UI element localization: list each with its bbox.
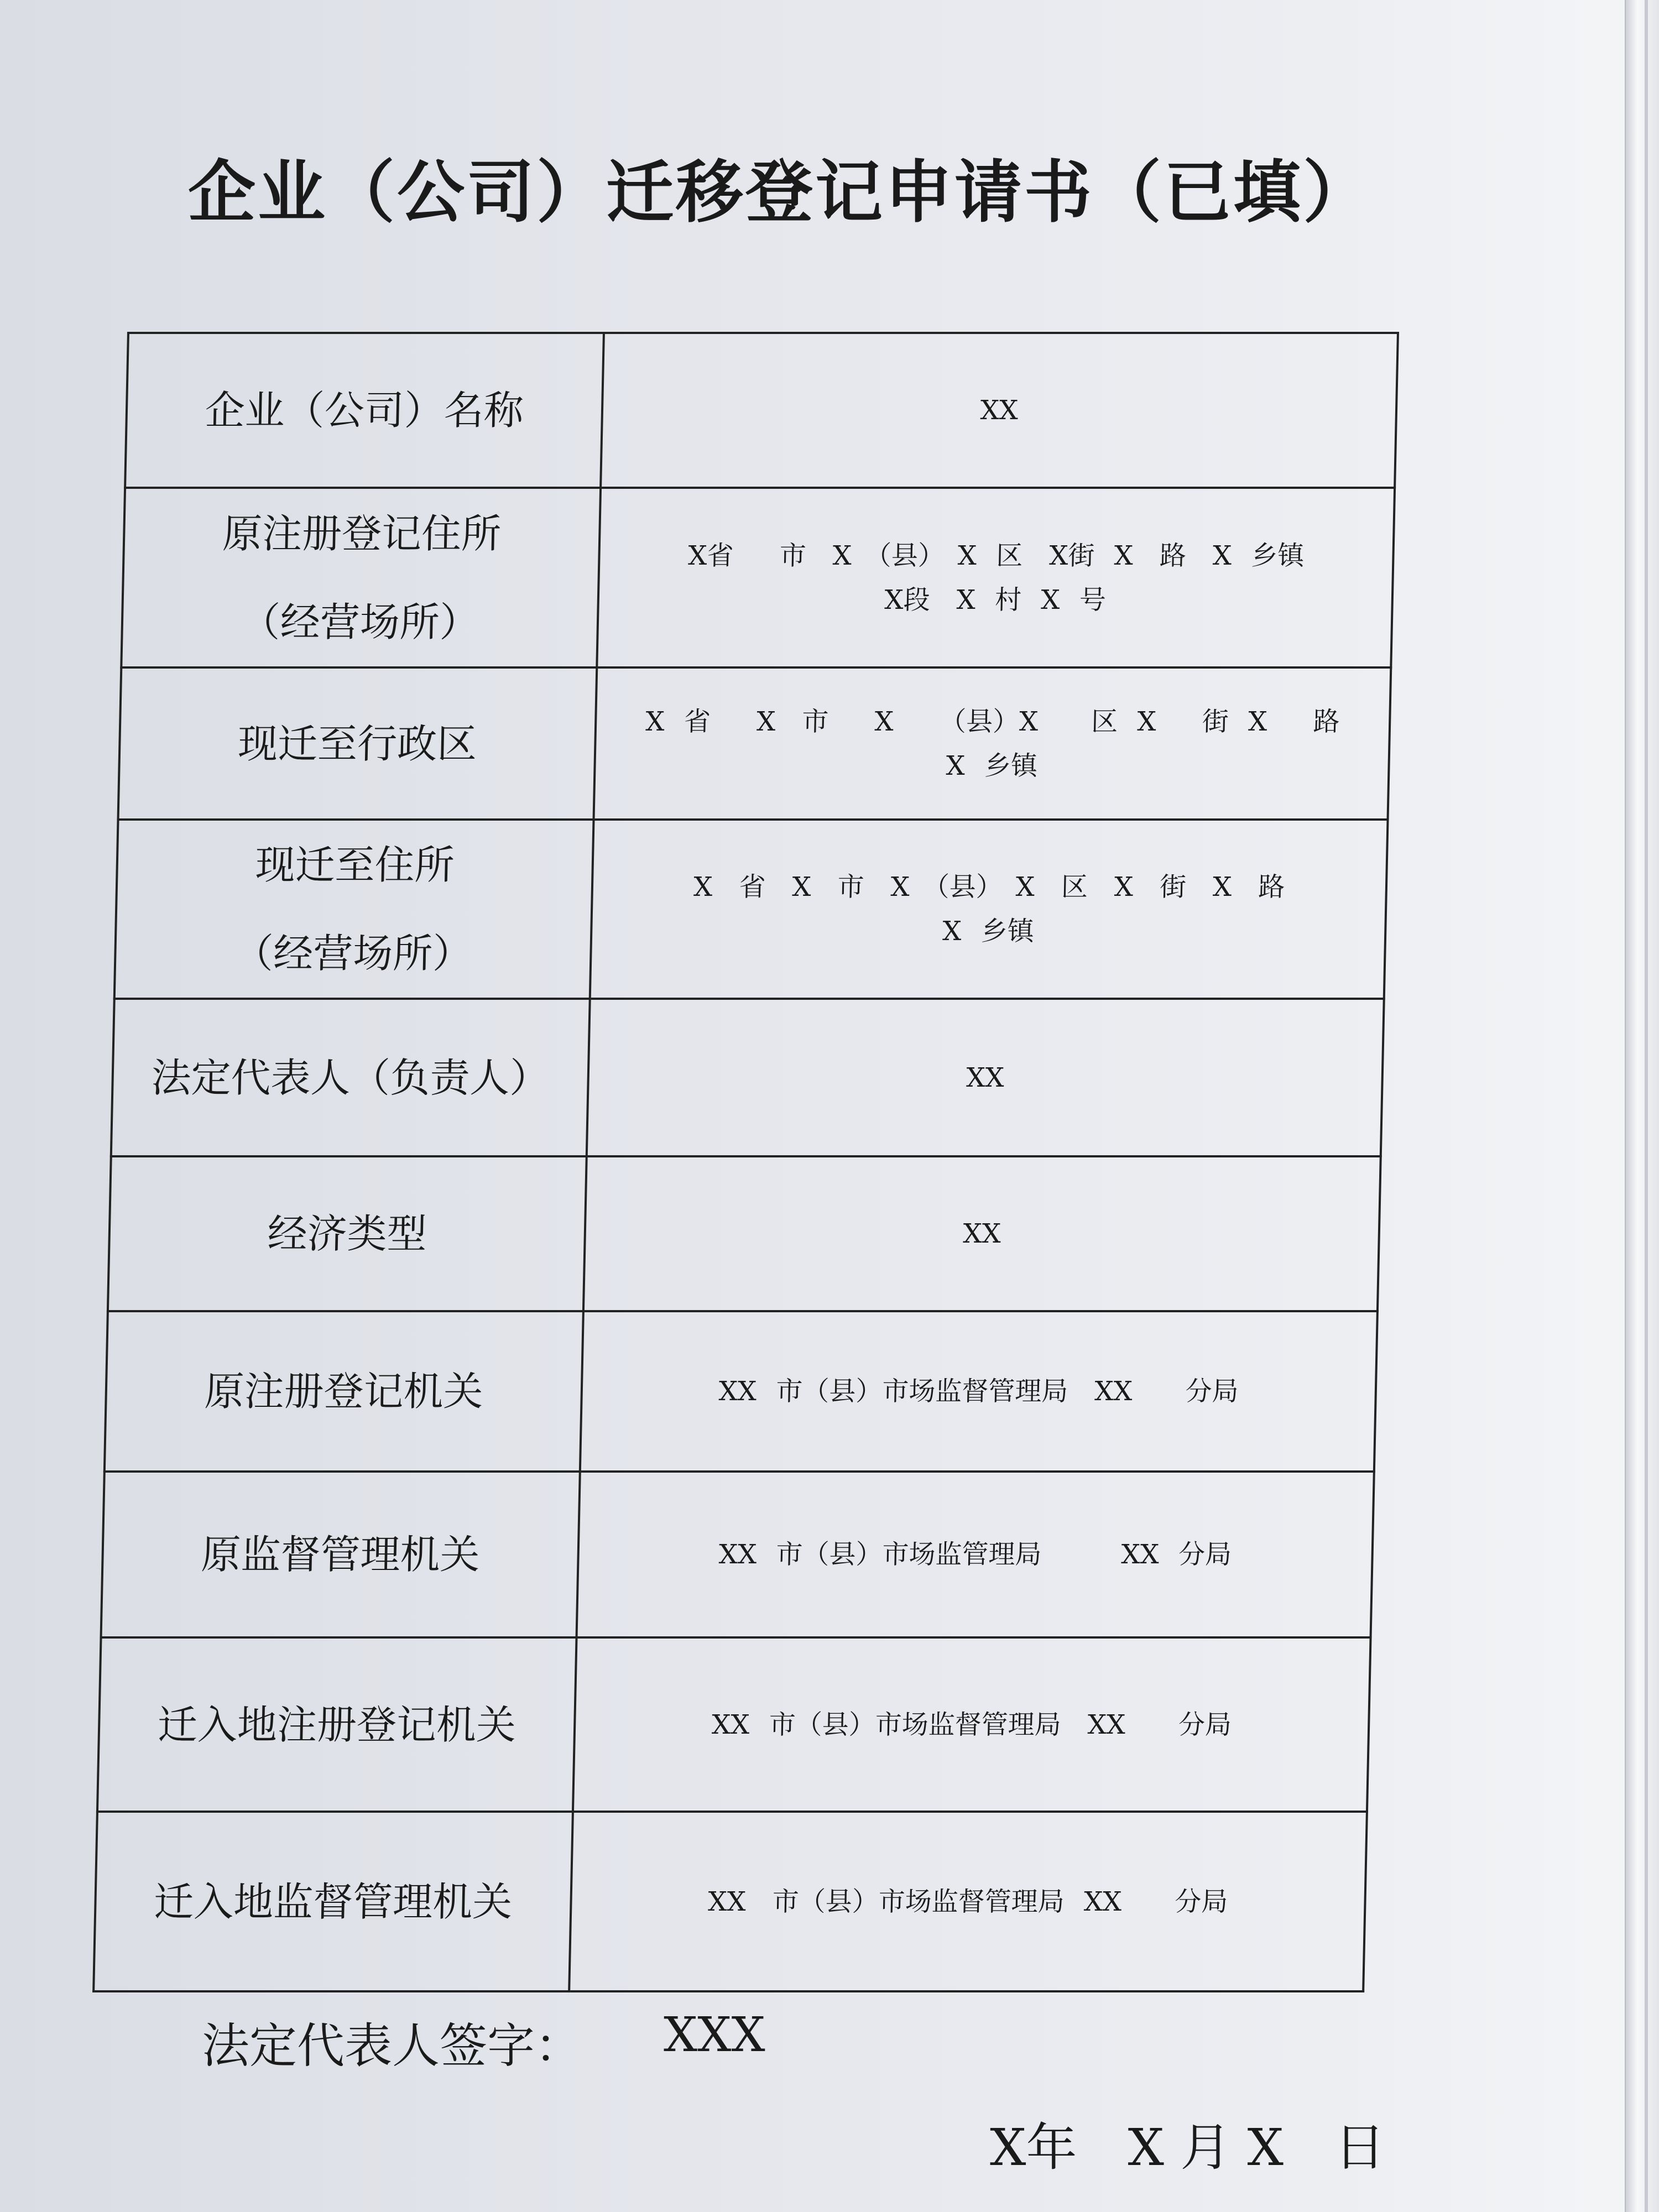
row-label — [125, 333, 603, 488]
form-row-company-name — [125, 333, 1398, 488]
row-label-line: （经营场所） — [233, 930, 473, 977]
signature-value: XXX — [664, 2007, 765, 2063]
paper-stack-edge-line — [1645, 0, 1648, 2212]
form-row-new-address — [114, 820, 1388, 999]
form-row-economic-type — [108, 1156, 1381, 1311]
row-value: XX — [586, 999, 1384, 1156]
form-row-original-supervision-authority — [101, 1472, 1374, 1637]
form-row-legal-representative — [111, 999, 1384, 1156]
row-label-line: 法定代表人（负责人） — [150, 1054, 550, 1101]
form-row-destination-supervision-authority — [93, 1812, 1367, 1991]
row-label — [105, 1311, 583, 1472]
row-label-line: 现迁至住所 — [254, 842, 455, 888]
row-label — [93, 1812, 572, 1991]
row-label — [121, 488, 600, 667]
date-line: X年 X 月 X 日 — [990, 2118, 1385, 2177]
row-label — [101, 1472, 580, 1637]
row-label — [114, 820, 593, 999]
form-row-original-address — [121, 488, 1395, 667]
row-value: X 省 X 市 X （县）X 区 X 街 X 路 X 乡镇 — [593, 667, 1391, 820]
form-row-new-district — [118, 667, 1391, 820]
row-value: XX 市（县）市场监督管理局 XX 分局 — [580, 1311, 1377, 1472]
row-label-line: 原监督管理机关 — [200, 1531, 481, 1578]
row-label-line: 迁入地监督管理机关 — [153, 1878, 513, 1925]
row-value: XX — [583, 1156, 1381, 1311]
application-form-table — [92, 332, 1399, 1992]
paper-stack-edge — [1625, 0, 1659, 2212]
page-title: 企业（公司）迁移登记申请书（已填） — [188, 152, 1373, 232]
row-label — [108, 1156, 586, 1311]
row-value: XX 市（县）市场监督管理局 XX 分局 — [569, 1812, 1367, 1991]
row-label-line: 经济类型 — [267, 1211, 427, 1257]
form-row-original-registration-authority — [105, 1311, 1378, 1472]
row-value: XX 市（县）市场监督管理局 XX 分局 — [573, 1637, 1371, 1812]
row-label — [97, 1637, 576, 1812]
row-label-line: 企业（公司）名称 — [204, 387, 524, 434]
row-label-line: 原注册登记机关 — [204, 1368, 484, 1415]
row-value: X 省 X 市 X （县） X 区 X 街 X 路 X 乡镇 — [589, 820, 1387, 999]
signature-label: 法定代表人签字： — [202, 2018, 582, 2074]
row-label-line: 现迁至行政区 — [237, 720, 478, 767]
row-label — [118, 667, 597, 820]
row-value: X省 市 X （县） X 区 X街 X 路 X 乡镇 X段 X 村 X 号 — [597, 488, 1395, 667]
row-label — [111, 999, 590, 1156]
row-label-line: （经营场所） — [239, 598, 480, 645]
form-row-destination-registration-authority — [97, 1637, 1371, 1812]
row-value: XX — [601, 333, 1398, 488]
row-label-line: 迁入地注册登记机关 — [157, 1701, 517, 1748]
row-label-line: 原注册登记住所 — [222, 510, 502, 557]
row-value: XX 市（县）市场监管理局 XX 分局 — [576, 1472, 1374, 1637]
